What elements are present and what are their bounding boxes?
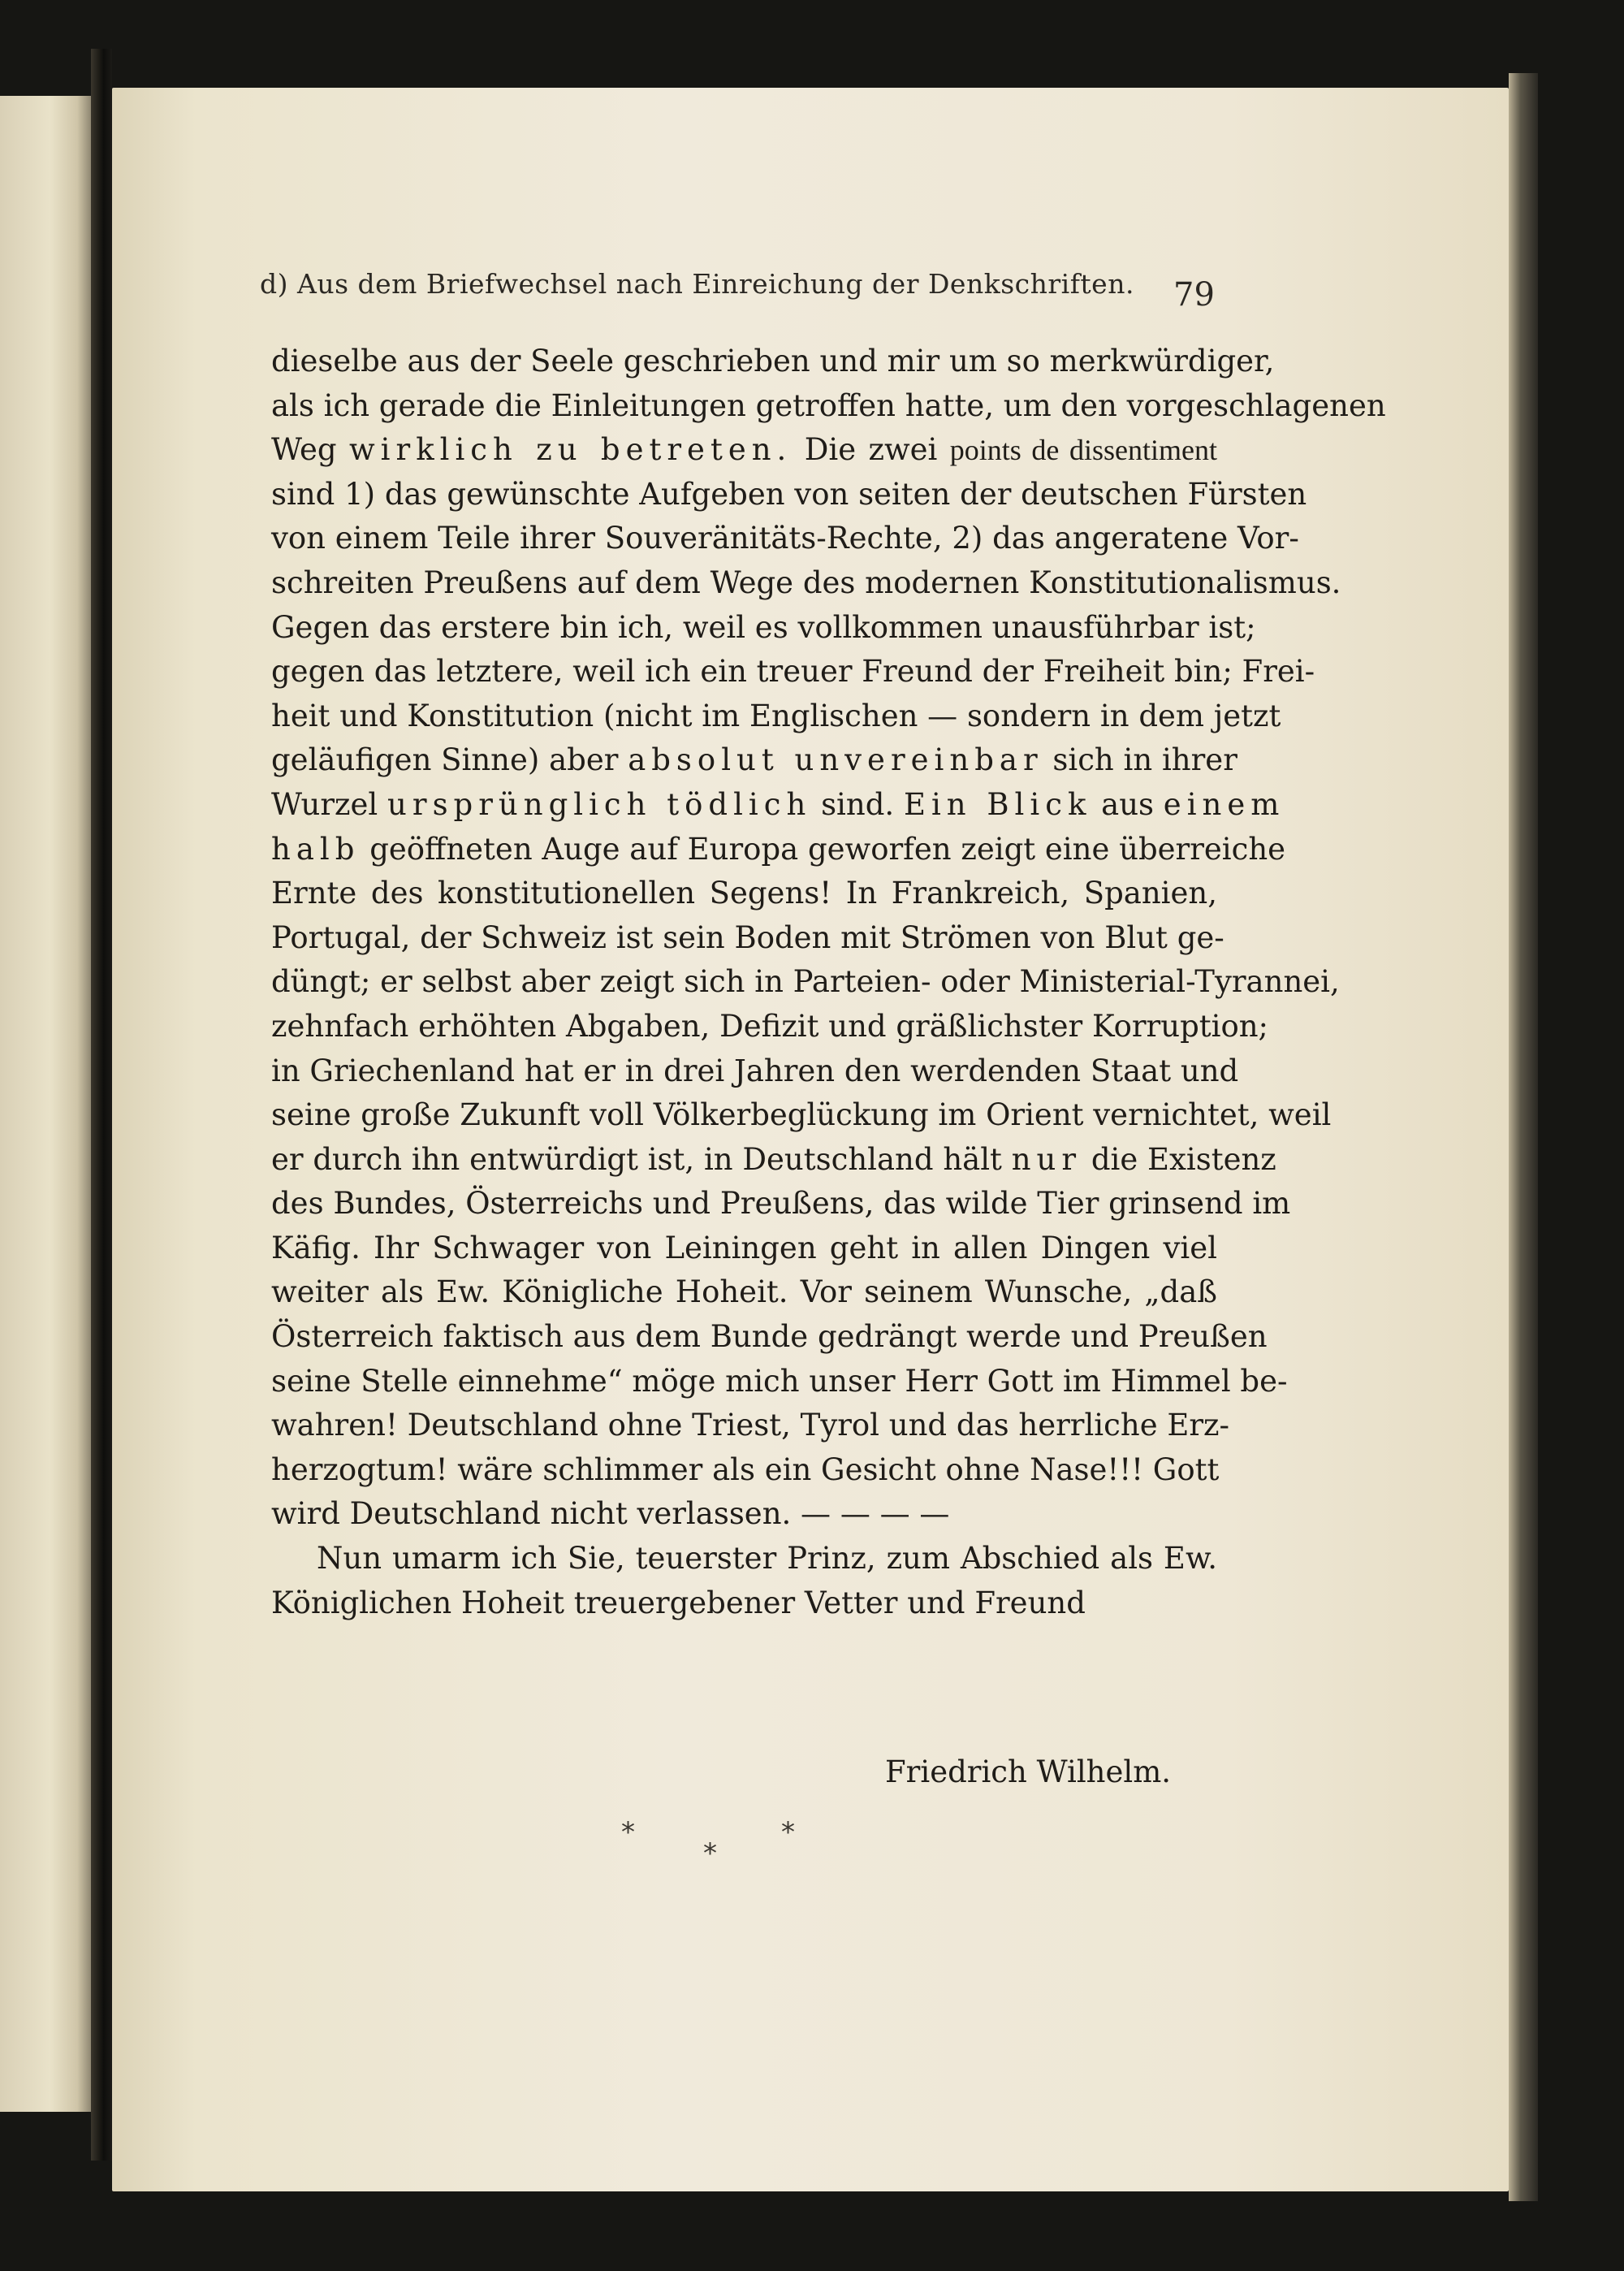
text-run: sind 1) das gewünschte Aufgeben von seiten der deutschen Fürsten [271,476,1307,512]
text-run: Gegen das erstere bin ich, weil es vollkommen unausführbar ist; [271,609,1256,645]
text-run: von einem Teile ihrer Souveränitäts-Rechte, 2) das angeratene Vor- [271,521,1299,556]
spaced-emphasis: halb [271,831,361,867]
text-line [271,1448,1220,1493]
body-text [271,340,1386,1625]
text-run: Käfig. Ihr Schwager von Leiningen geht in allen Dingen viel [271,1230,1217,1265]
text-run: Königlichen Hoheit treuergebener Vetter und Freund [271,1585,1086,1620]
ornament-star: * [621,1816,635,1849]
text-run: schreiten Preußens auf dem Wege des modernen Konstitutionalismus. [271,565,1341,600]
text-line [271,473,1307,517]
text-run: wahren! Deutschland ohne Triest, Tyrol und das herrliche Erz- [271,1408,1230,1443]
running-header: d) Aus dem Briefwechsel nach Einreichung der Denkschriften. [260,268,1134,300]
text-run: sich in ihrer [1052,742,1237,778]
text-line [271,960,1340,1005]
text-run: die Existenz [1091,1141,1276,1177]
text-run: Nun umarm ich Sie, teuerster Prinz, zum Abschied als Ew. [317,1541,1217,1577]
text-run: seine Stelle einnehme“ möge mich unser Herr Gott im Himmel be- [271,1363,1288,1399]
text-run: in Griechenland hat er in drei Jahren den werdenden Staat und [271,1053,1239,1088]
text-run: gegen das letztere, weil ich ein treuer Freund der Freiheit bin; Frei- [271,654,1315,690]
text-line [271,1360,1288,1404]
text-line [271,517,1299,561]
text-run: des Bundes, Österreichs und Preußens, das wilde Tier grinsend im [271,1186,1291,1222]
text-line [271,1581,1217,1626]
text-line [271,606,1256,651]
page-edge-shadow [1509,73,1538,2201]
spaced-emphasis: ursprünglich tödlich [387,786,812,822]
text-run: Österreich faktisch aus dem Bunde gedrängt werde und Preußen [271,1319,1268,1355]
text-line [271,872,1217,916]
signature: Friedrich Wilhelm. [885,1754,1172,1789]
text-line [271,1138,1276,1183]
text-line [271,1537,1217,1581]
text-run: als ich gerade die Einleitungen getroffen hatte, um den vorgeschlagenen [271,387,1386,423]
text-run: Wurzel [271,786,378,822]
text-line [271,1404,1230,1448]
text-line [271,1315,1268,1360]
book-gutter [91,49,112,2161]
text-run: weiter als Ew. Königliche Hoheit. Vor seinem Wunsche, „daß [271,1274,1217,1310]
text-line [271,916,1224,961]
text-line [271,738,1237,783]
text-line [271,1226,1217,1271]
text-line [271,1492,1217,1537]
text-run: aus [1101,786,1155,822]
text-run: wird Deutschland nicht verlassen. — — — — [271,1496,950,1532]
text-line [271,1182,1291,1226]
text-run: heit und Konstitution (nicht im Englischen — sondern in dem jetzt [271,698,1281,733]
text-run: dieselbe aus der Seele geschrieben und mir um so merkwürdiger, [271,344,1275,378]
page-number: 79 [1173,276,1215,314]
spaced-emphasis: einem [1163,786,1285,822]
text-line [271,1093,1332,1138]
text-run: herzogtum! wäre schlimmer als ein Gesicht ohne Nase!!! Gott [271,1451,1220,1487]
text-run: zehnfach erhöhten Abgaben, Defizit und gräßlichster Korruption; [271,1008,1269,1044]
text-run: Portugal, der Schweiz ist sein Boden mit Strömen von Blut ge- [271,919,1224,955]
text-run: sind. [821,786,895,822]
text-run: düngt; er selbst aber zeigt sich in Parteien- oder Ministerial-Tyrannei, [271,964,1340,1000]
text-line [271,828,1286,872]
spaced-emphasis: Ein Blick [903,786,1092,822]
text-line [271,1270,1217,1315]
ornament-star: * [703,1837,717,1870]
ornament-star: * [781,1816,795,1849]
text-line [271,1005,1269,1049]
text-run: Ernte des konstitutionellen Segens! In Frankreich, Spanien, [271,876,1217,911]
text-run: Weg [271,432,337,468]
spaced-emphasis: wirklich zu betreten. [349,432,793,468]
spaced-emphasis: nur [1011,1141,1082,1177]
spaced-emphasis: absolut unvereinbar [628,742,1043,778]
text-line [271,428,1217,473]
text-run: geöffneten Auge auf Europa geworfen zeigt eine überreiche [369,831,1286,867]
text-line [271,340,1275,384]
text-line [271,694,1281,739]
text-line [271,561,1341,606]
latin-phrase: points de dissentiment [949,434,1217,467]
text-line [271,384,1386,429]
text-run: seine große Zukunft voll Völkerbeglückung im Orient vernichtet, weil [271,1097,1332,1133]
text-line [271,650,1315,694]
facing-page-edge [0,96,91,2112]
text-run: er durch ihn entwürdigt ist, in Deutschland hält [271,1141,1002,1177]
text-line [271,1049,1239,1094]
text-line [271,783,1285,828]
text-run: Die zwei [804,432,938,468]
text-run: geläufigen Sinne) aber [271,742,619,778]
